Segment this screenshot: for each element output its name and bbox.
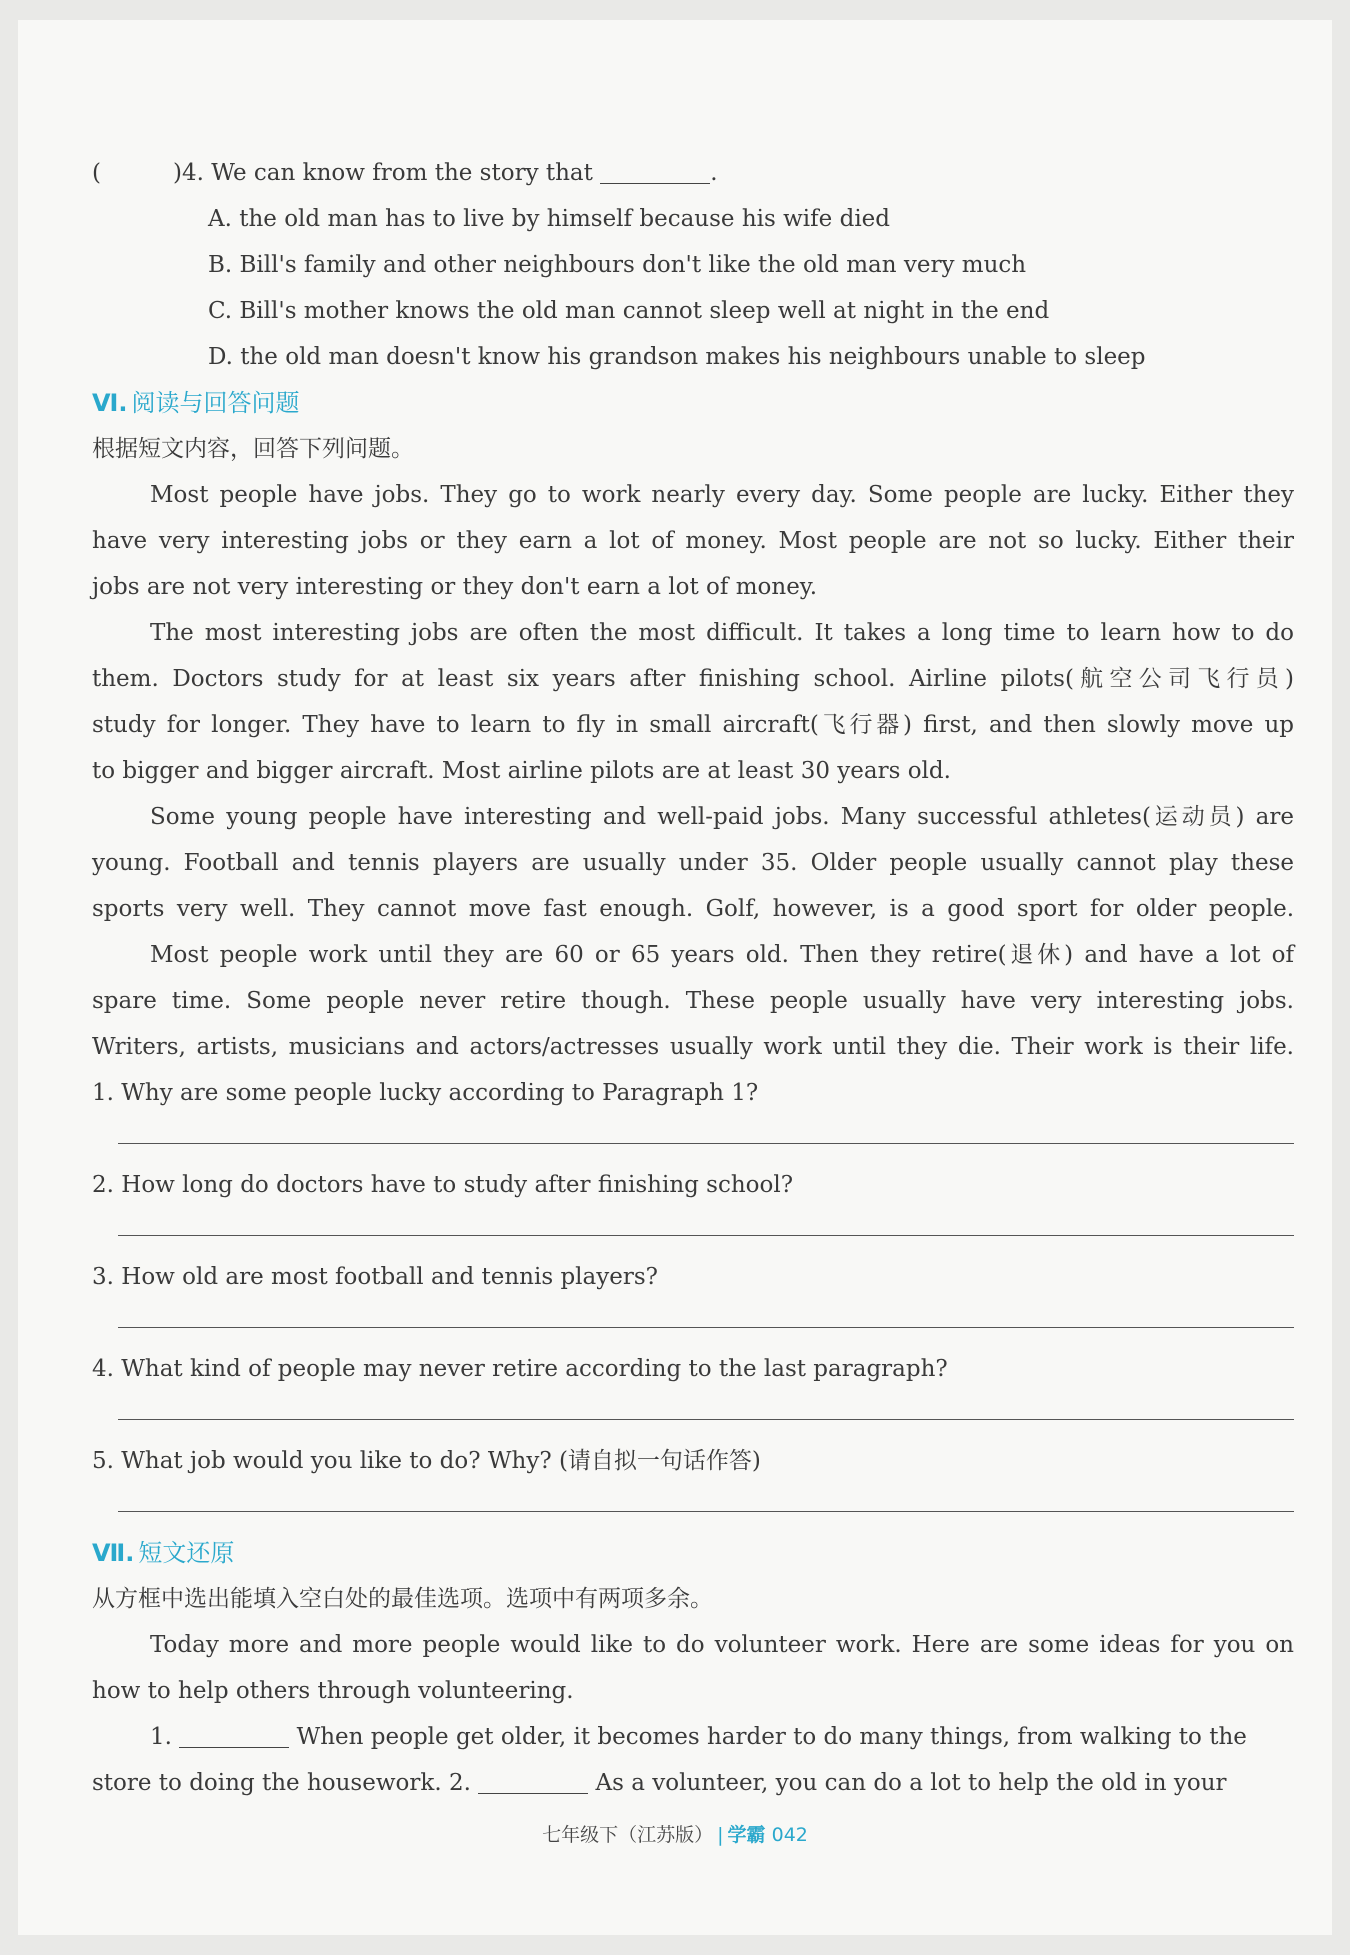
- question-1: 1. Why are some people lucky according to Paragraph 1?: [92, 1080, 759, 1106]
- passage-line: sports very well. They cannot move fast enough. Golf, however, is a good sport for older people.: [92, 896, 1294, 922]
- section-6-number: Ⅵ.: [92, 389, 128, 417]
- question-2: 2. How long do doctors have to study after finishing school?: [92, 1172, 794, 1198]
- section-7-heading: [92, 1530, 1294, 1576]
- question-4-open: 4. What kind of people may never retire according to the last paragraph?: [92, 1356, 948, 1382]
- section-7-number: Ⅶ.: [92, 1539, 135, 1567]
- question-4: [92, 150, 1294, 196]
- passage-line: to bigger and bigger aircraft. Most airline pilots are at least 30 years old.: [92, 758, 951, 784]
- passage-paragraph-2: [92, 610, 1294, 794]
- answer-line-5[interactable]: [92, 1484, 1294, 1530]
- fill-blank-1[interactable]: [179, 1723, 289, 1748]
- question-4-period: .: [710, 160, 718, 186]
- section-7-title: 短文还原: [138, 1539, 235, 1567]
- answer-line-4[interactable]: [92, 1392, 1294, 1438]
- passage-line: have very interesting jobs or they earn a lot of money. Most people are not so lucky. Either their: [92, 528, 1294, 554]
- page-footer: [0, 1820, 1350, 1847]
- page-number: 042: [771, 1824, 808, 1846]
- footer-grade: 七年级下（江苏版）: [542, 1824, 714, 1846]
- answer-line-1[interactable]: [92, 1116, 1294, 1162]
- answer-line-3[interactable]: [92, 1300, 1294, 1346]
- section-6-instruction: 根据短文内容，回答下列问题。: [92, 436, 414, 462]
- section-6-title: 阅读与回答问题: [131, 389, 300, 417]
- passage-text: As a volunteer, you can do a lot to help the old in your: [595, 1770, 1227, 1796]
- footer-separator: |: [717, 1824, 724, 1846]
- passage-paragraph-4: [92, 932, 1294, 1070]
- option-d: D. the old man doesn't know his grandson makes his neighbours unable to sleep: [208, 344, 1146, 370]
- passage-line: spare time. Some people never retire though. These people usually have very interesting jobs.: [92, 988, 1294, 1014]
- answer-paren-open: (: [92, 160, 101, 186]
- passage-line-blank-1: [92, 1714, 1294, 1760]
- question-5-open: 5. What job would you like to do? Why? (请自拟一句话作答): [92, 1448, 761, 1474]
- passage-paragraph-1: [92, 472, 1294, 610]
- section-6-heading: [92, 380, 1294, 426]
- passage-line: Most people work until they are 60 or 65 years old. Then they retire(退休) and have a lot of: [150, 942, 1294, 968]
- passage-line: Writers, artists, musicians and actors/actresses usually work until they die. Their work is their life.: [92, 1034, 1294, 1060]
- passage-line: Some young people have interesting and well-paid jobs. Many successful athletes(运动员) are: [150, 804, 1294, 830]
- passage-line: The most interesting jobs are often the most difficult. It takes a long time to learn how to do: [150, 620, 1294, 646]
- passage-line: study for longer. They have to learn to fly in small aircraft(飞行器) first, and then slowly move up: [92, 712, 1294, 738]
- passage-text: When people get older, it becomes harder to do many things, from walking to the: [296, 1724, 1247, 1750]
- passage-line: Today more and more people would like to do volunteer work. Here are some ideas for you on: [150, 1632, 1294, 1658]
- page-content: [92, 150, 1294, 1806]
- option-a: A. the old man has to live by himself because his wife died: [208, 206, 891, 232]
- passage-line: jobs are not very interesting or they don't earn a lot of money.: [92, 574, 818, 600]
- passage-paragraph-3: [92, 794, 1294, 932]
- worksheet-page: [18, 20, 1332, 1935]
- passage-line: Most people have jobs. They go to work nearly every day. Some people are lucky. Either they: [150, 482, 1294, 508]
- question-3: 3. How old are most football and tennis players?: [92, 1264, 658, 1290]
- fill-blank-2[interactable]: [478, 1769, 588, 1794]
- passage-line: how to help others through volunteering.: [92, 1678, 574, 1704]
- fill-blank[interactable]: [600, 159, 710, 184]
- answer-line-2[interactable]: [92, 1208, 1294, 1254]
- passage-text: store to doing the housework. 2.: [92, 1770, 471, 1796]
- passage-line: them. Doctors study for at least six years after finishing school. Airline pilots(航空公司飞行员): [92, 666, 1294, 692]
- passage-line-blank-2: [92, 1760, 1294, 1806]
- option-c: C. Bill's mother knows the old man cannot sleep well at night in the end: [208, 298, 1050, 324]
- question-4-stem: 4. We can know from the story that: [181, 160, 593, 186]
- footer-brand: 学霸: [727, 1824, 766, 1846]
- passage-line: young. Football and tennis players are usually under 35. Older people usually cannot play these: [92, 850, 1294, 876]
- answer-paren-close: ): [172, 160, 182, 186]
- option-b: B. Bill's family and other neighbours don't like the old man very much: [208, 252, 1027, 278]
- section-7-instruction: 从方框中选出能填入空白处的最佳选项。选项中有两项多余。: [92, 1586, 713, 1612]
- blank-number-1: 1.: [150, 1724, 172, 1750]
